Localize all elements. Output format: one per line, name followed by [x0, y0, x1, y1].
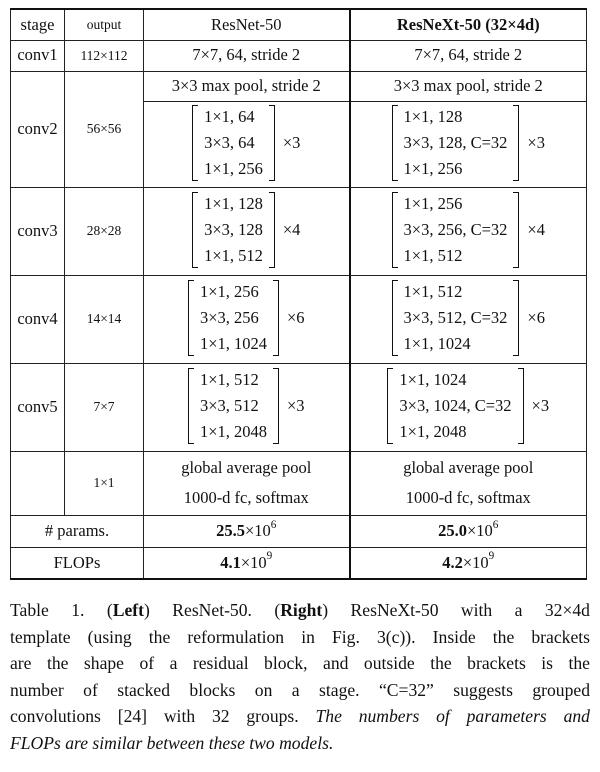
block-line: 1×1, 512 — [403, 245, 463, 265]
block-line: 3×3, 256, C=32 — [403, 219, 508, 239]
block-multiplier: ×6 — [527, 307, 545, 327]
conv4-row — [11, 275, 587, 363]
conv5-resnext-cell — [350, 363, 587, 451]
right-bracket — [513, 192, 519, 268]
right-bracket — [273, 280, 279, 356]
conv5-output: 7×7 — [65, 363, 144, 451]
params-resnext-value: 25.0 — [438, 520, 467, 540]
block-line: 1×1, 512 — [199, 369, 259, 389]
block-line: 3×3, 256 — [199, 307, 259, 327]
block-line: 1×1, 2048 — [199, 421, 267, 441]
caption-line-6: FLOPs are similar between these two models. — [10, 732, 334, 753]
params-resnext-exp: 6 — [492, 518, 499, 531]
block-line: 1×1, 256 — [403, 158, 463, 178]
conv1-output: 112×112 — [65, 40, 144, 71]
conv4-stage: conv4 — [11, 275, 65, 363]
header-row — [11, 9, 587, 40]
conv2-stage: conv2 — [11, 71, 65, 187]
block-multiplier: ×3 — [527, 132, 545, 152]
conv3-row — [11, 187, 587, 275]
params-resnet — [144, 515, 350, 547]
conv4-output: 14×14 — [65, 275, 144, 363]
block-line: 3×3, 128 — [204, 219, 263, 239]
block-line: 3×3, 512, C=32 — [403, 307, 508, 327]
final-row — [11, 451, 587, 515]
block-line: 1×1, 256 — [403, 193, 463, 213]
bracket — [392, 104, 520, 182]
conv1-stage: conv1 — [11, 40, 65, 71]
caption-line-1: Table 1. (Left) ResNet-50. (Right) ResNeXt-50 with a 32×4d — [10, 600, 590, 620]
conv2-resnet-cell — [144, 101, 350, 187]
block-multiplier: ×4 — [282, 219, 301, 239]
params-resnet-exp: 6 — [270, 518, 277, 531]
params-resnet-mult: ×10 — [244, 520, 271, 540]
right-bracket — [518, 368, 524, 444]
flops-resnet-value: 4.1 — [220, 552, 241, 572]
caption-line-2: template (using the reformulation in Fig. 3(c)). Inside the brackets — [10, 626, 590, 647]
final-resnet — [144, 451, 350, 515]
block-line: 1×1, 256 — [204, 158, 263, 178]
block-line: 1×1, 128 — [403, 106, 463, 126]
conv1-resnet: 7×7, 64, stride 2 — [144, 40, 350, 71]
caption-line-4: number of stacked blocks on a stage. “C=32” suggests grouped — [10, 679, 590, 700]
conv5-stage: conv5 — [11, 363, 65, 451]
conv2-resnext-block — [392, 104, 545, 182]
bracket — [188, 367, 279, 445]
block-line: 1×1, 512 — [204, 245, 263, 265]
conv2-pool-row — [11, 71, 587, 101]
header-resnet: ResNet-50 — [144, 9, 350, 40]
flops-resnet-mult: ×10 — [240, 552, 267, 572]
conv3-stage: conv3 — [11, 187, 65, 275]
block-multiplier: ×6 — [287, 307, 305, 327]
params-resnet-value: 25.5 — [216, 520, 245, 540]
conv1-resnext: 7×7, 64, stride 2 — [350, 40, 587, 71]
flops-resnext-mult: ×10 — [462, 552, 489, 572]
block-line: 3×3, 512 — [199, 395, 259, 415]
final-resnext — [350, 451, 587, 515]
block-multiplier: ×3 — [531, 395, 550, 415]
conv3-output: 28×28 — [65, 187, 144, 275]
conv4-resnet-cell — [144, 275, 350, 363]
block-multiplier: ×3 — [287, 395, 305, 415]
caption-line-3: are the shape of a residual block, and outside the brackets is the — [10, 653, 590, 674]
params-resnext-mult: ×10 — [466, 520, 493, 540]
block-line: 1×1, 1024 — [403, 333, 471, 353]
flops-label: FLOPs — [11, 547, 144, 579]
block-line: 1×1, 256 — [199, 281, 259, 301]
block-line: 3×3, 1024, C=32 — [399, 395, 512, 415]
flops-resnext-exp: 9 — [488, 550, 495, 563]
bracket — [192, 191, 275, 269]
header-stage: stage — [11, 9, 65, 40]
conv3-resnet-cell — [144, 187, 350, 275]
conv5-row — [11, 363, 587, 451]
params-row — [11, 515, 587, 547]
conv2-resnet-block — [192, 104, 300, 182]
header-resnext: ResNeXt-50 (32×4d) — [350, 9, 587, 40]
final-resnet-line2: 1000-d fc, softmax — [183, 488, 309, 507]
header-output: output — [65, 9, 144, 40]
flops-resnext-value: 4.2 — [442, 552, 463, 572]
caption-line-5: convolutions [24] with 32 groups. The numbers of parameters and — [10, 706, 590, 727]
flops-resnet — [144, 547, 350, 579]
right-bracket — [269, 105, 275, 181]
final-stage — [11, 451, 65, 515]
conv3-resnext-cell — [350, 187, 587, 275]
bracket — [192, 104, 275, 182]
conv4-resnext-cell — [350, 275, 587, 363]
conv2-pool-resnet: 3×3 max pool, stride 2 — [144, 71, 350, 101]
right-bracket — [273, 368, 279, 444]
block-line: 1×1, 128 — [204, 193, 263, 213]
final-resnext-line2: 1000-d fc, softmax — [405, 488, 531, 507]
block-line: 1×1, 64 — [204, 106, 255, 126]
table-caption — [10, 597, 590, 757]
final-resnet-line1: global average pool — [181, 458, 312, 477]
bracket — [392, 191, 520, 269]
conv1-row — [11, 40, 587, 71]
final-output: 1×1 — [65, 451, 144, 515]
right-bracket — [513, 280, 519, 356]
right-bracket — [269, 192, 275, 268]
bracket — [392, 279, 520, 357]
block-line: 3×3, 64 — [204, 132, 255, 152]
bracket — [188, 279, 279, 357]
flops-resnext — [350, 547, 587, 579]
right-bracket — [513, 105, 519, 181]
final-resnext-line1: global average pool — [403, 458, 534, 477]
block-line: 1×1, 512 — [403, 281, 463, 301]
bracket — [387, 367, 523, 445]
conv5-resnet-cell — [144, 363, 350, 451]
block-multiplier: ×4 — [527, 219, 545, 239]
conv2-output: 56×56 — [65, 71, 144, 187]
flops-row — [11, 547, 587, 579]
block-line: 1×1, 1024 — [199, 333, 267, 353]
block-line: 1×1, 2048 — [399, 421, 467, 441]
conv2-resnext-cell — [350, 101, 587, 187]
params-resnext — [350, 515, 587, 547]
block-multiplier: ×3 — [282, 132, 301, 152]
architecture-table — [10, 8, 587, 580]
params-label: # params. — [11, 515, 144, 547]
block-line: 3×3, 128, C=32 — [403, 132, 508, 152]
flops-resnet-exp: 9 — [266, 550, 273, 563]
block-line: 1×1, 1024 — [399, 369, 467, 389]
conv2-pool-resnext: 3×3 max pool, stride 2 — [350, 71, 587, 101]
